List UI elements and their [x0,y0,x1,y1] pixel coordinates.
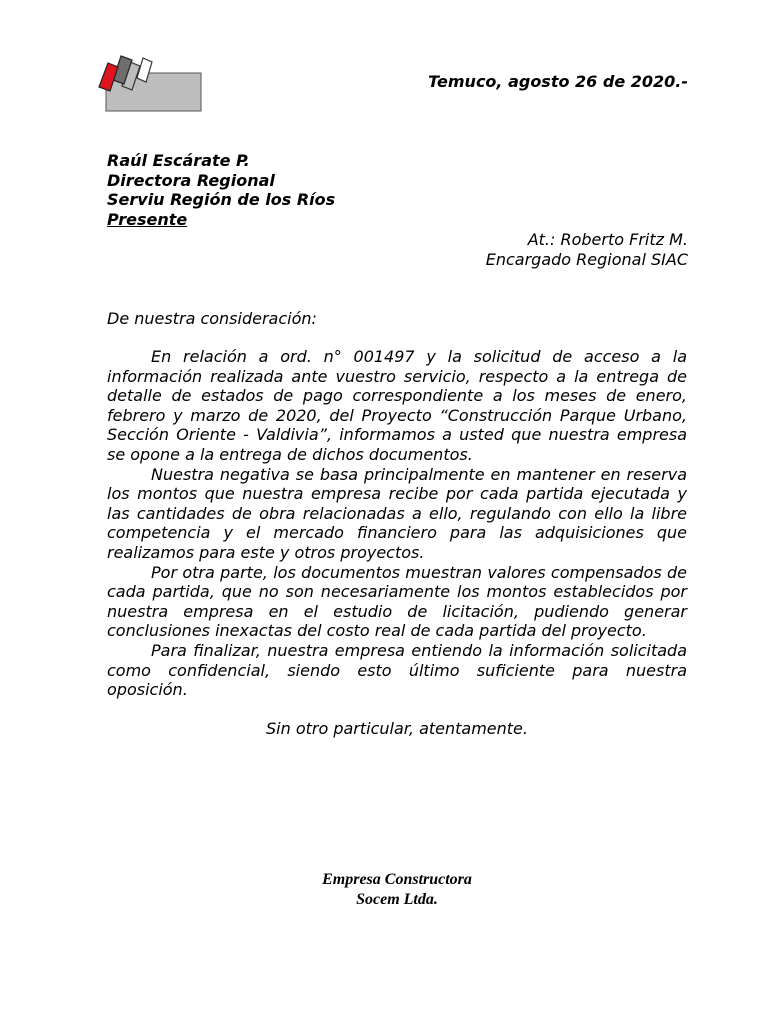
signature-block [107,870,687,910]
closing-line: Sin otro particular, atentamente. [266,719,528,738]
recipient-block [107,151,335,229]
letter-date: Temuco, agosto 26 de 2020.- [428,72,688,91]
body-paragraph-1: En relación a ord. n° 001497 y la solicitud de acceso a la información realizada ante vuestro servicio, respecto a la entrega de detalle de estados de pago correspondiente a los meses de enero, febrero y marzo de 2020, del Proyecto “Construcción Parque Urbano, Sección Oriente - Valdivia”, informamos a usted que nuestra empresa se opone a la entrega de dichos documentos. [107,347,687,464]
signature-company-name: Socem Ltda. [356,891,438,908]
body-paragraph-4: Para finalizar, nuestra empresa entiendo la información solicitada como confidencial, siendo esto último suficiente para nuestra oposición. [107,640,687,700]
letter-body [107,347,687,700]
recipient-name: Raúl Escárate P. [107,151,250,170]
recipient-presente: Presente [107,209,188,229]
body-paragraph-3: Por otra parte, los documentos muestran valores compensados de cada partida, que no son necesariamente los montos establecidos por nuestra empresa en el estudio de licitación, pudiendo generar conclusiones inexactas del costo real de cada partida del proyecto. [107,562,687,641]
body-paragraph-2: Nuestra negativa se basa principalmente en mantener en reserva los montos que nuestra empresa recibe por cada partida ejecutada y las cantidades de obra relacionadas a ello, regulando con ello la libre competencia y el mercado financiero para las adquisiciones que realizamos para este y otros proyectos. [107,464,687,562]
recipient-organization: Serviu Región de los Ríos [107,190,336,209]
greeting: De nuestra consideración: [107,309,317,328]
company-logo [96,46,206,114]
attention-block [486,230,688,269]
company-logo-icon [96,46,206,114]
recipient-position: Directora Regional [107,170,275,190]
attention-role: Encargado Regional SIAC [485,249,688,269]
signature-company: Empresa Constructora [322,871,472,888]
attention-contact: At.: Roberto Fritz M. [527,230,688,249]
